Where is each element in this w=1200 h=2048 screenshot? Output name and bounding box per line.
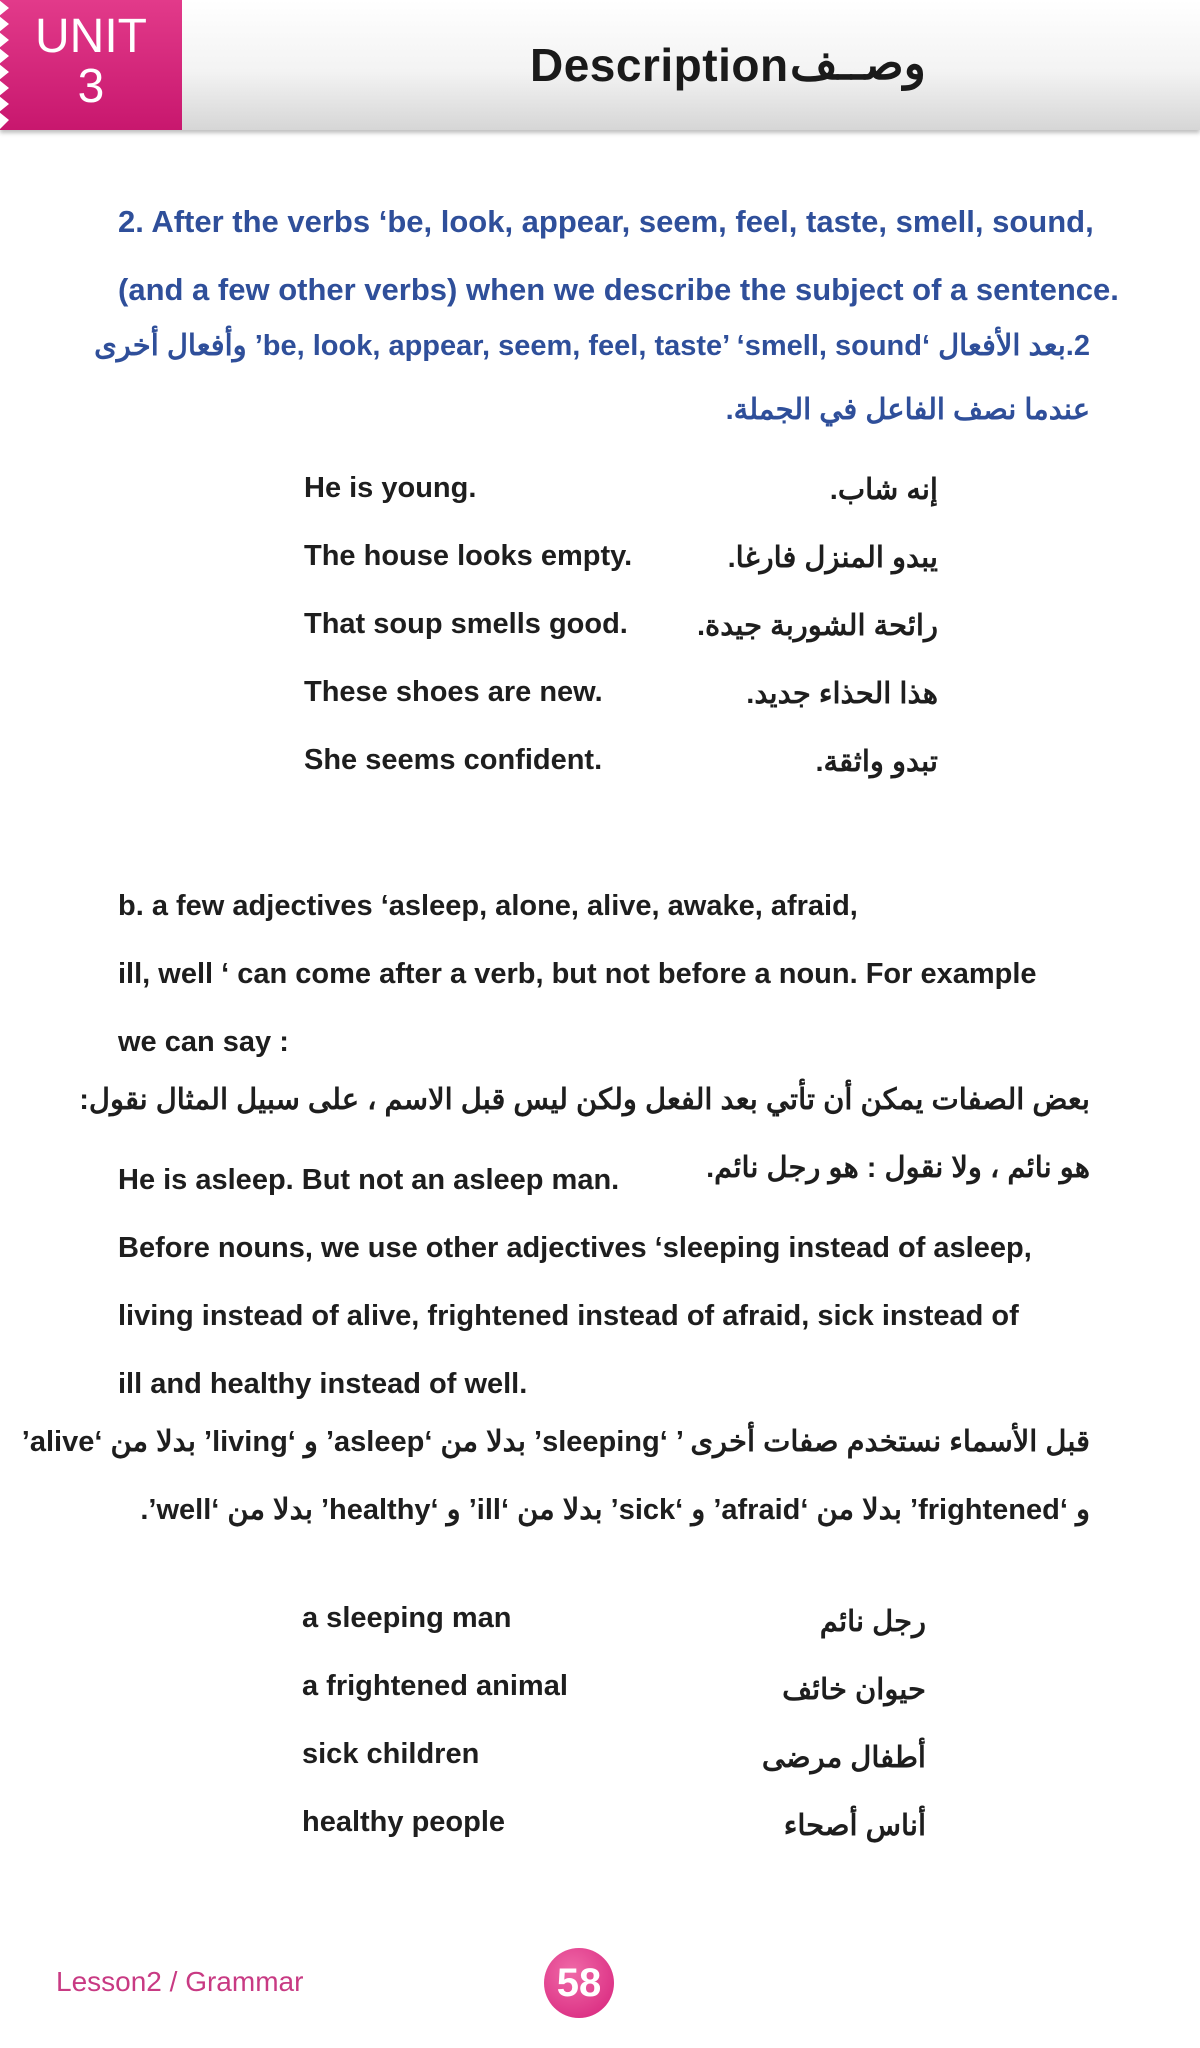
unit-label: UNIT (35, 10, 147, 63)
lesson-label: Lesson2 / Grammar (56, 1966, 304, 1997)
example-en: These shoes are new. (304, 676, 603, 708)
example-en: That soup smells good. (304, 608, 628, 640)
example-ar: أطفال مرضى (761, 1742, 926, 1774)
page-title-arabic: وصــف (790, 37, 926, 89)
example-en: sick children (302, 1738, 480, 1770)
before-nouns-line-2: living instead of alive, frightened instead of afraid, sick instead of (118, 1300, 1019, 1332)
example-en: a frightened animal (302, 1670, 568, 1702)
example-ar: تبدو واثقة. (815, 746, 938, 778)
rule-b-line-1: b. a few adjectives ‘asleep, alone, alive, awake, afraid, (118, 890, 858, 922)
rule-b-arabic-line: بعض الصفات يمكن أن تأتي بعد الفعل ولكن ليس قبل الاسم ، على سبيل المثال نقول: (79, 1084, 1090, 1116)
example-ar: يبدو المنزل فارغا. (727, 542, 938, 574)
rule2-arabic-line-1: 2.بعد الأفعال ‘be, look, appear, seem, feel, taste’ ‘smell, sound’ وأفعال أخرى (94, 330, 1090, 362)
before-nouns-arabic-1: قبل الأسماء نستخدم صفات أخرى ’ ‘sleeping’ بدلا من ‘asleep’ و ‘living’ بدلا من ‘alive’ (21, 1426, 1090, 1458)
example-en: a sleeping man (302, 1602, 512, 1634)
example-ar: أناس أصحاء (783, 1810, 926, 1842)
example-ar: هذا الحذاء جديد. (746, 678, 938, 710)
rule2-line-2: (and a few other verbs) when we describe the subject of a sentence. (118, 272, 1119, 307)
before-nouns-line-3: ill and healthy instead of well. (118, 1368, 528, 1400)
example-ar: رجل نائم (819, 1606, 926, 1638)
page-number: 58 (544, 1948, 614, 2018)
rule-b-line-3: we can say : (118, 1026, 289, 1058)
example-en: He is young. (304, 472, 477, 504)
example-ar: رائحة الشوربة جيدة. (696, 610, 938, 642)
example-ar: إنه شاب. (829, 474, 938, 506)
rule-b-example: He is asleep. But not an asleep man. (118, 1164, 620, 1196)
rule2-arabic-line-2: عندما نصف الفاعل في الجملة. (725, 394, 1090, 426)
rule2-line-1: 2. After the verbs ‘be, look, appear, seem, feel, taste, smell, sound, (118, 204, 1094, 239)
rule-b-line-2: ill, well ‘ can come after a verb, but not before a noun. For example (118, 958, 1037, 990)
unit-tab (0, 0, 182, 130)
zigzag-edge-icon (0, 0, 11, 130)
rule-b-example-arabic: هو نائم ، ولا نقول : هو رجل نائم. (706, 1152, 1090, 1184)
example-en: She seems confident. (304, 744, 603, 776)
before-nouns-line-1: Before nouns, we use other adjectives ‘sleeping instead of asleep, (118, 1232, 1032, 1264)
unit-number: 3 (77, 60, 105, 113)
example-en: healthy people (302, 1806, 506, 1838)
page-title: Description (530, 39, 789, 91)
before-nouns-arabic-2: و ‘frightened’ بدلا من ‘afraid’ و ‘sick’ بدلا من ‘ill’ و ‘healthy’ بدلا من ‘well’. (140, 1494, 1090, 1526)
example-ar: حيوان خائف (782, 1674, 926, 1706)
example-en: The house looks empty. (304, 540, 633, 572)
